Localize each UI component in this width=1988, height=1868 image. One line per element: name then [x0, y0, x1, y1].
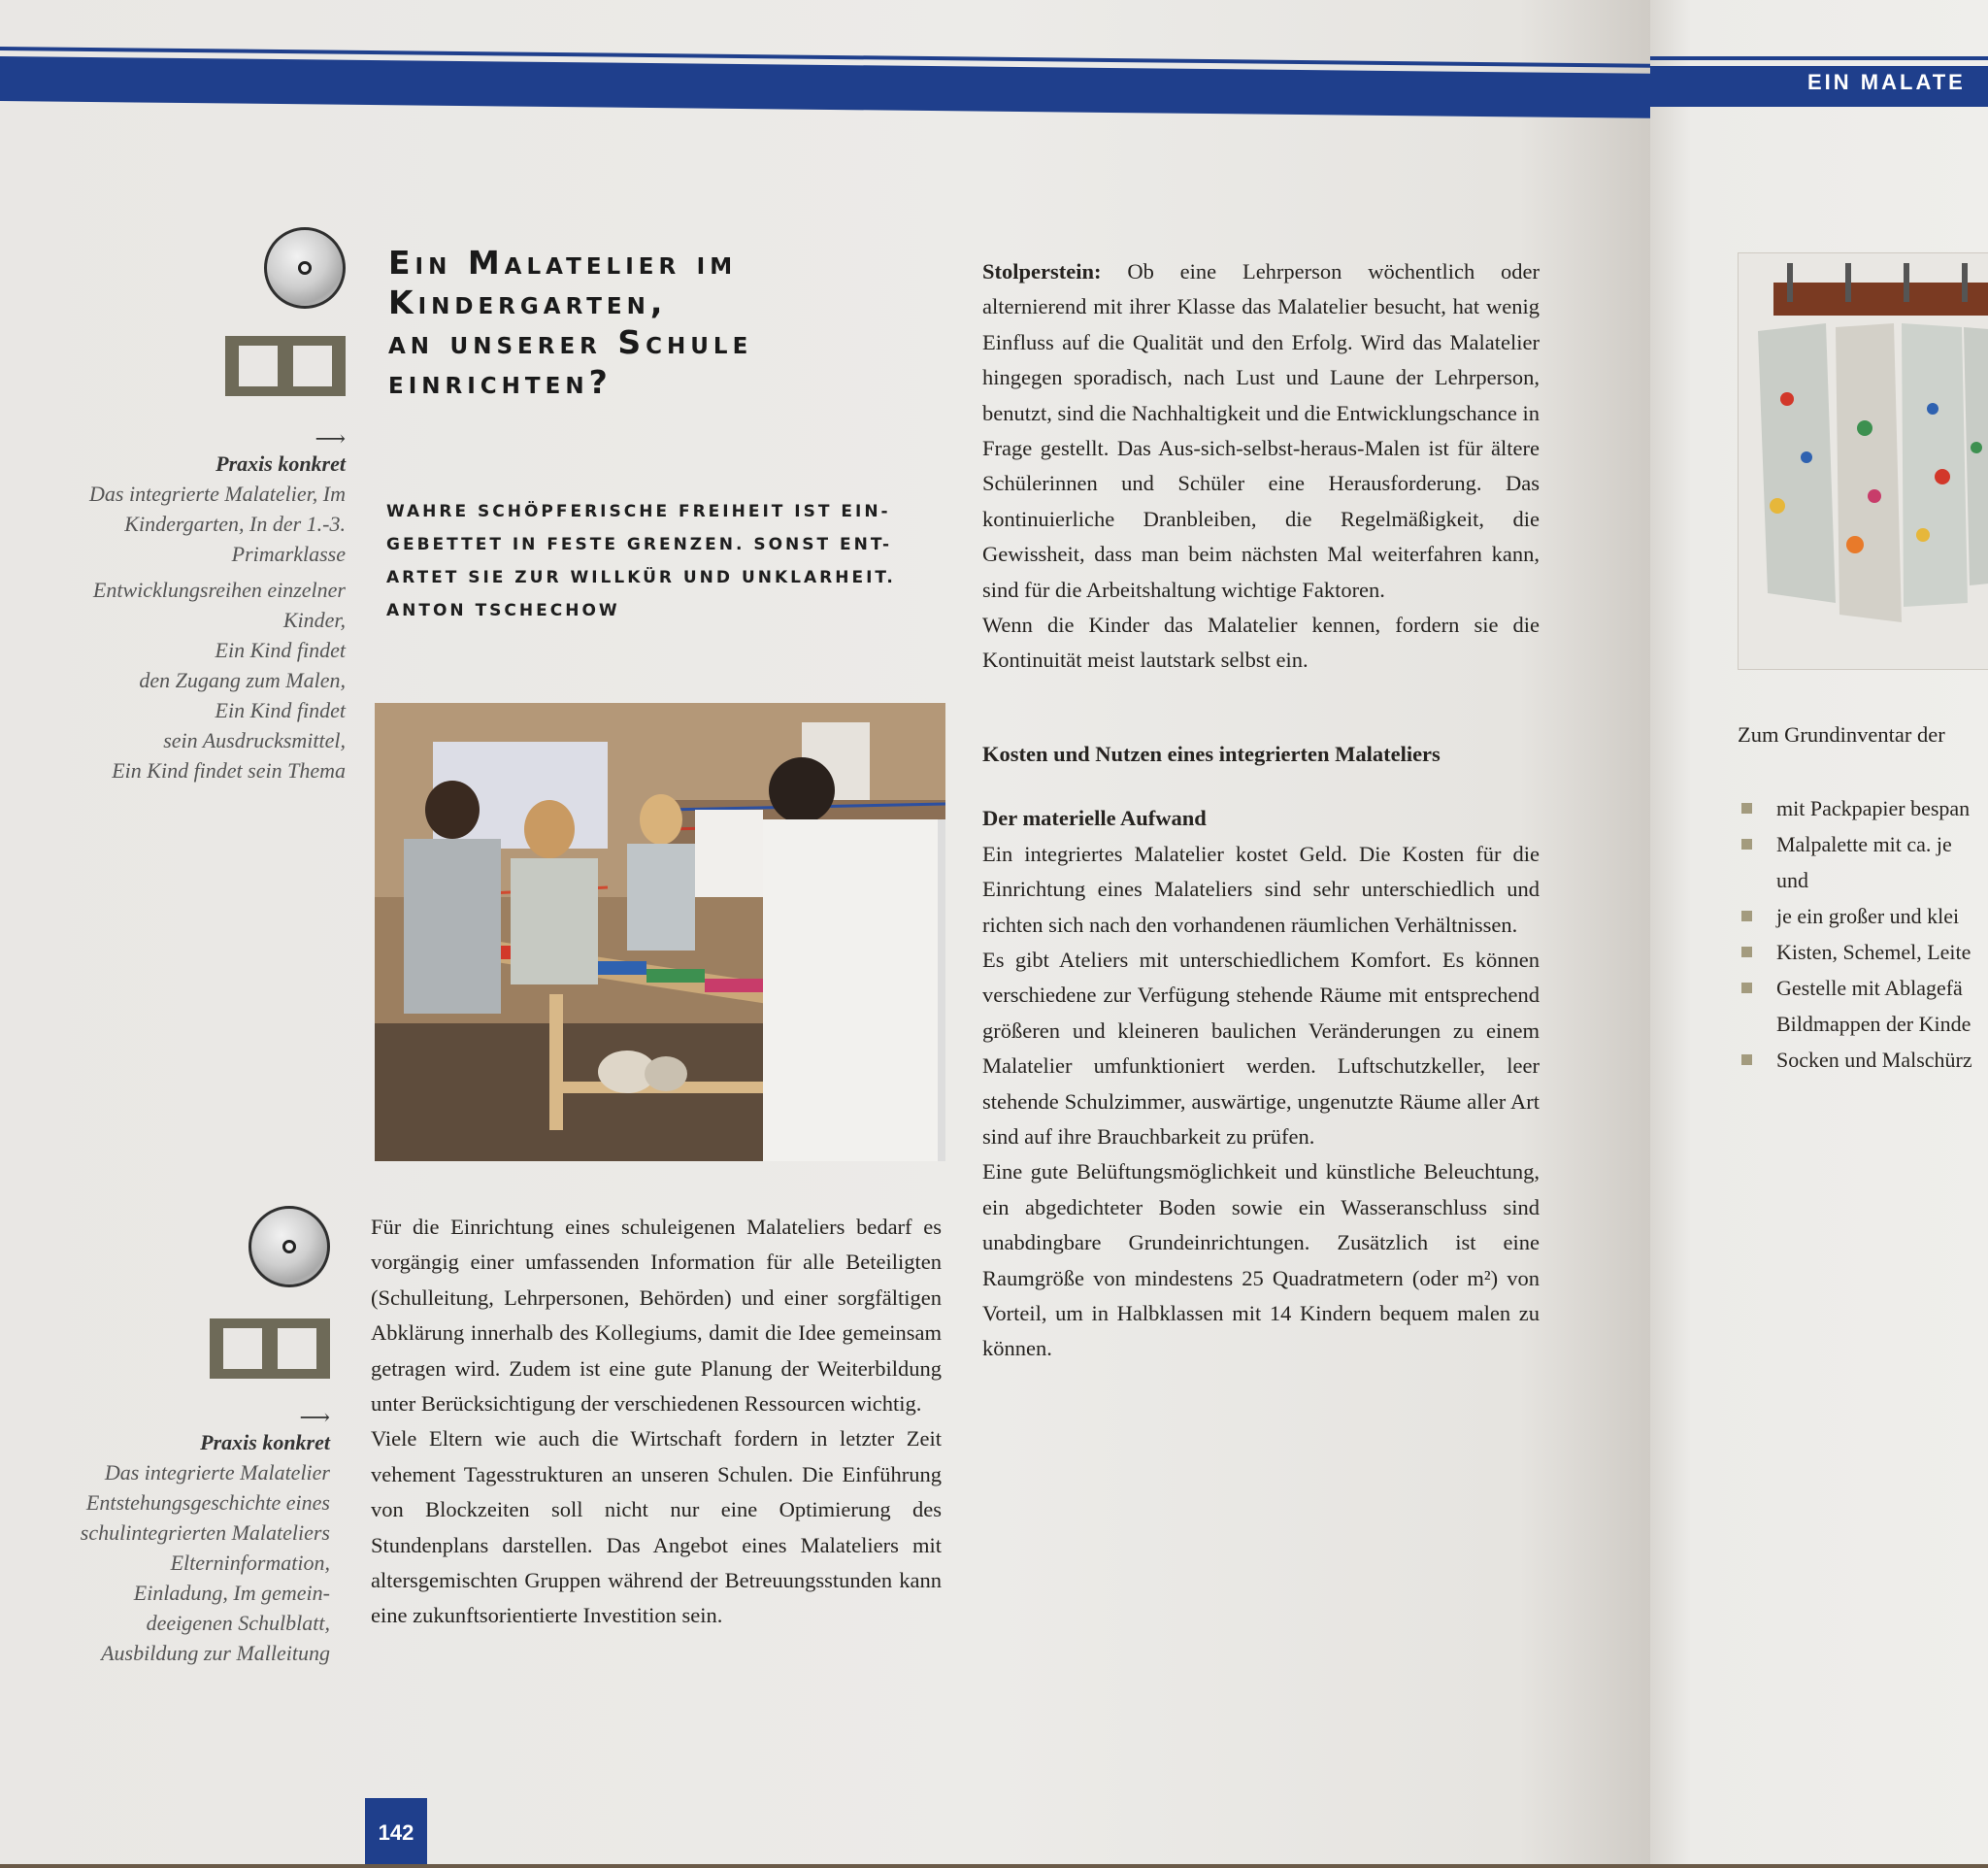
- sub-title: Der materielle Aufwand: [982, 806, 1207, 831]
- inventory-list: [1738, 790, 1972, 1078]
- praxis-text: Das integrierte Malatelier, Im Kindergarten, In der 1.-3. Primarklasse: [89, 482, 346, 566]
- film-icon: [210, 1318, 330, 1379]
- praxis-text: Das integrierte Malatelier Entstehungsgeschichte eines schulintegrierten Malateliers Elterninformation, Einladung, Im gemein- deeigenen Schulblatt, Ausbildung zur Malleitung: [80, 1460, 330, 1665]
- arrow-icon: ⟶: [299, 1405, 330, 1429]
- quote-author: ANTON TSCHECHOW: [386, 601, 620, 620]
- praxis-text: Entwicklungsreihen einzelner Kinder, Ein Kind findet den Zugang zum Malen, Ein Kind findet sein Ausdrucksmittel, Ein Kind findet sein Thema: [92, 578, 346, 783]
- inventory-intro: Zum Grundinventar der: [1738, 722, 1945, 747]
- list-item: mit Packpapier bespan: [1738, 790, 1972, 826]
- praxis-title: Praxis konkret: [215, 451, 346, 476]
- chapter-heading: Ein Malatelier im Kindergarten, an unserer Schule einrichten?: [388, 244, 753, 401]
- list-item: Kisten, Schemel, Leite: [1738, 934, 1972, 970]
- sidebar-praxis-2: [29, 1405, 330, 1674]
- body-text-left: Für die Einrichtung eines schuleigenen Malateliers bedarf es vorgängig einer umfassenden Information für alle Beteiligten (Schulleitung, Lehrpersonen, Behörden) und einer sorgfältigen Abklärung innerhalb des Kollegiums, damit die Idee gemeinsam getragen wird. Zudem ist eine gute Planung der Weiterbildung unter Berücksichtigung der verschiedenen Ressourcen wichtig. Viele Eltern wie auch die Wirtschaft fordern in letzter Zeit vehement Tagesstrukturen an unseren Schulen. Die Einführung von Blockzeiten soll nicht nur eine Optimierung des Stundenplans darstellen. Das Angebot eines Malateliers mit altersgemischten Gruppen während der Betreuungsstunden kann eine zukunftsorientierte Investition sein.: [371, 1215, 942, 1628]
- epigraph-quote: WAHRE SCHÖPFERISCHE FREIHEIT IST EIN- GEBETTET IN FESTE GRENZEN. SONST ENT- ARTET SIE ZUR WILLKÜR UND UNKLARHEIT. ANTON TSCHECHOW: [386, 495, 940, 627]
- sidebar-praxis-1: [39, 426, 346, 791]
- list-item: Malpalette mit ca. je und: [1738, 826, 1972, 898]
- stolperstein-label: Stolperstein:: [982, 259, 1102, 284]
- film-icon: [225, 336, 346, 396]
- cd-icon: [248, 1206, 330, 1287]
- page-number: 142: [365, 1798, 427, 1864]
- running-header: EIN MALATE: [1807, 70, 1966, 94]
- list-item: je ein großer und klei: [1738, 898, 1972, 934]
- arrow-icon: ⟶: [315, 426, 346, 450]
- praxis-title: Praxis konkret: [200, 1430, 330, 1454]
- apron-photo: [1738, 252, 1988, 670]
- list-item: Gestelle mit Ablagefä Bildmappen der Kinde: [1738, 970, 1972, 1042]
- atelier-photo: [375, 703, 945, 1161]
- header-rule-right: [1650, 56, 1988, 60]
- list-item: Socken und Malschürz: [1738, 1042, 1972, 1078]
- section-title: Kosten und Nutzen eines integrierten Malateliers: [982, 741, 1441, 766]
- cd-icon: [264, 227, 346, 309]
- body-text-right: Stolperstein: Ob eine Lehrperson wöchentlich oder alternierend mit ihrer Klasse das Malatelier besucht, hat wenig Einfluss auf die Qualität und den Erfolg. Wird das Malatelier hingegen sporadisch, nach Lust und Laune der Lehrperson, benutzt, sind die Nachhaltigkeit und die Entwicklungschance in Frage gestellt. Das Aus-sich-selbst-heraus-Malen ist für ältere Schülerinnen und Schüler eine Herausforderung. Das kontinuierliche Dranbleiben, die Regelmäßigkeit, die Gewissheit, dass man beim nächsten Mal weiterfahren kann, sind für die Arbeitshaltung wichtige Faktoren. Wenn die Kinder das Malatelier kennen, fordern sie die Kontinuität meist lautstark selbst ein. Kosten und Nutzen eines integrierten Malateliers Der materielle Aufwand Ein integriertes Malatelier kostet Geld. Die Kosten für die Einrichtung eines Malateliers sind sehr unterschiedlich und richten sich nach den vorhandenen räumlichen Verhältnissen. Es gibt Ateliers mit unterschiedlichem Komfort. Es können verschiedene zur Verfügung stehende Räume mit entsprechend größeren und kleineren baulichen Veränderungen zu einem Malatelier umfunktioniert werden. Luftschutzkeller, leer stehende Schulzimmer, auswärtige, ungenutzte Räume aller Art sind auf ihre Brauchbarkeit zu prüfen. Eine gute Belüftungsmöglichkeit und künstliche Beleuchtung, ein abgedichteter Boden sowie ein Wasseranschluss sind unabdingbare Grundeinrichtungen. Zusätzlich ist eine Raumgröße von mindestens 25 Quadratmetern (oder m²) von Vorteil, um in Halbklassen mit 14 Kindern bequem malen zu können.: [982, 259, 1540, 1361]
